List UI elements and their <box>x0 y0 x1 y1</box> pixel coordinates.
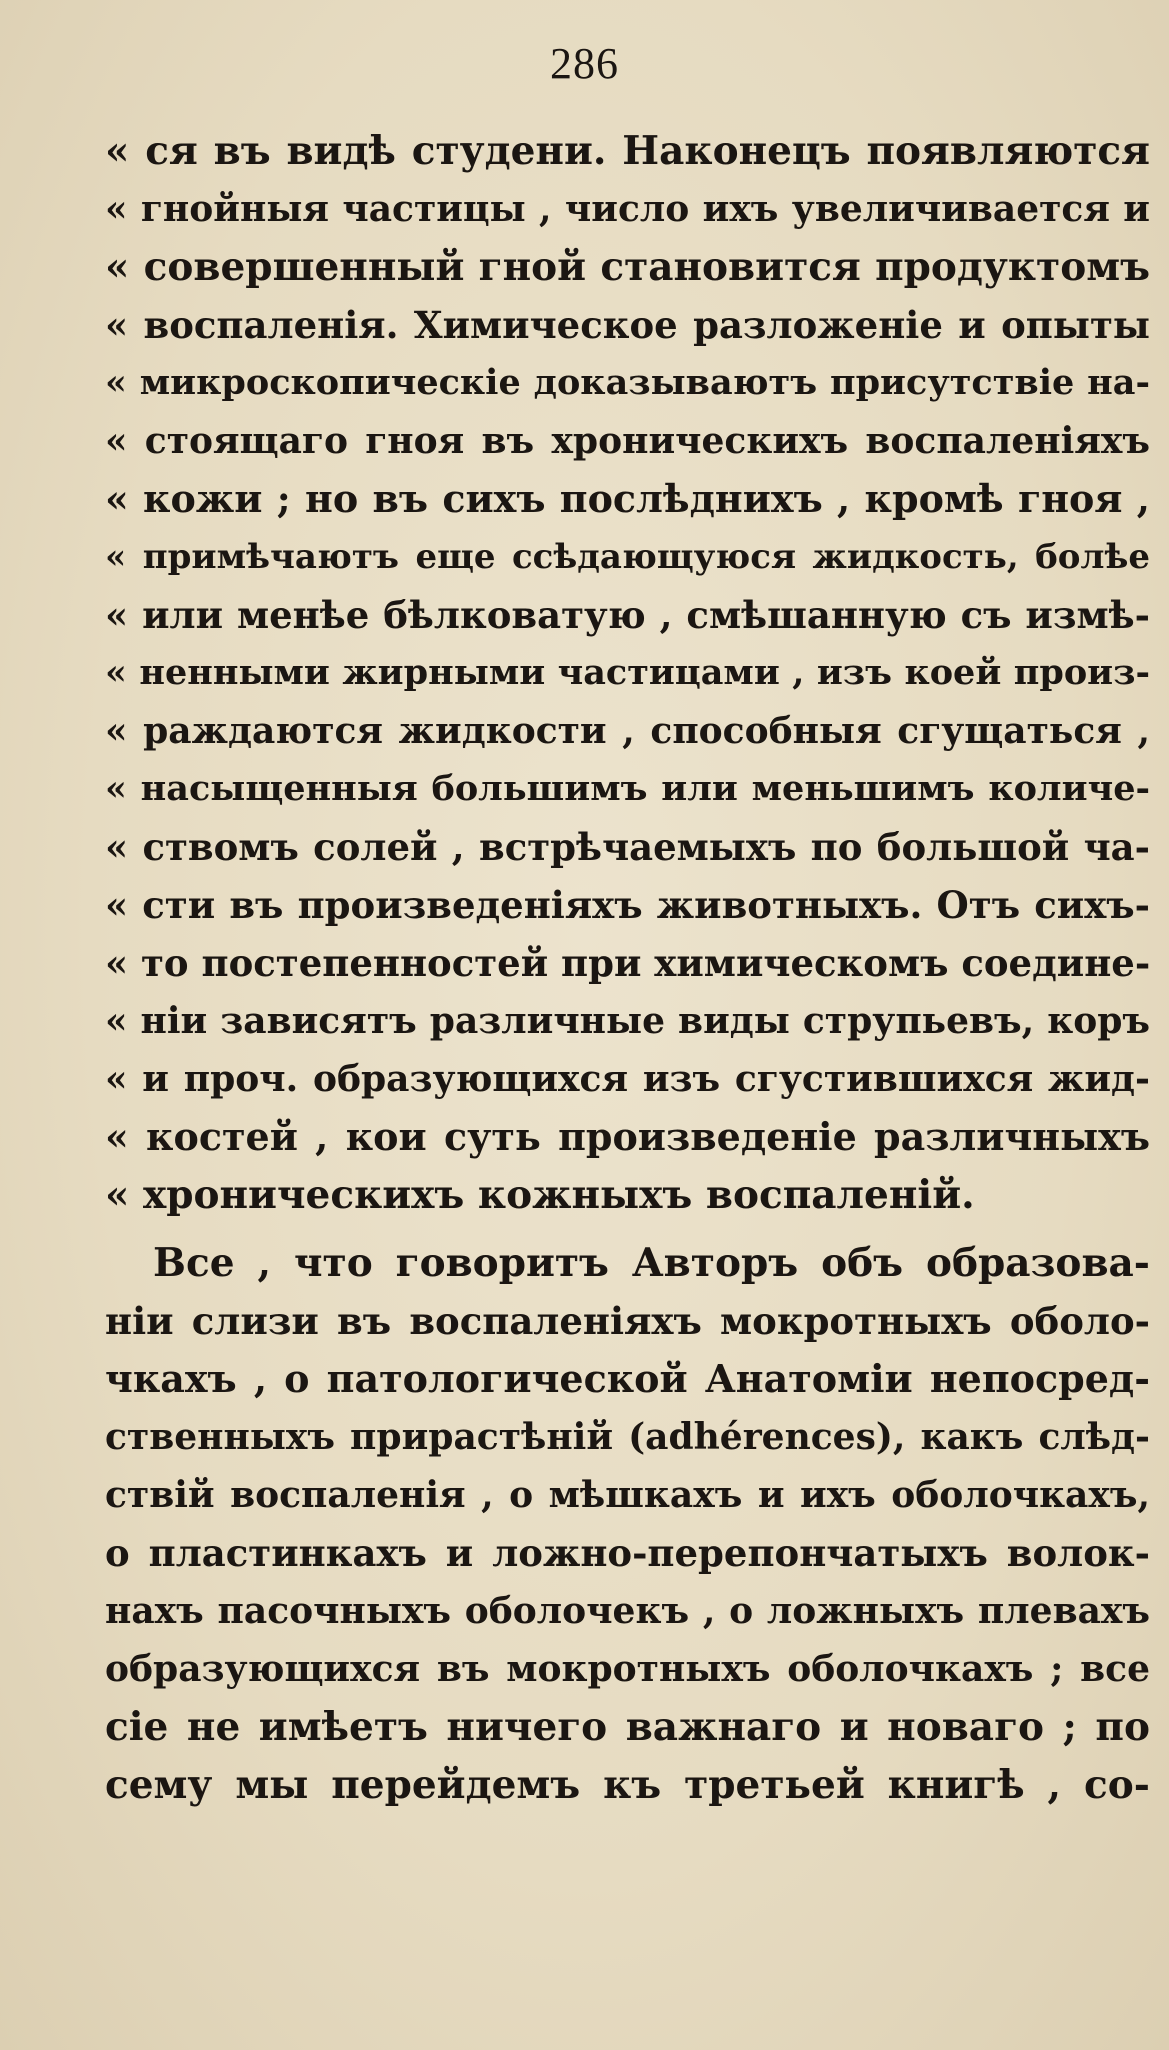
text-line: « воспаленія. Химическое разложеніе и опыты <box>105 303 1150 347</box>
text-line: « ніи зависятъ различные виды струпьевъ, коръ <box>105 1000 1150 1042</box>
text-line: « кожи ; но въ сихъ послѣднихъ , кромѣ гноя , <box>105 476 1150 521</box>
text-line: ствій воспаленія , о мѣшкахъ и ихъ оболочкахъ, <box>105 1474 1150 1516</box>
paragraph-gap <box>105 1224 1150 1234</box>
text-line: « микроскопическіе доказываютъ присутствіе на- <box>105 362 1150 403</box>
text-line: образующихся въ мокротныхъ оболочкахъ ; все <box>105 1648 1150 1690</box>
text-line: « совершенный гной становится продуктомъ <box>105 244 1150 290</box>
text-line: о пластинкахъ и ложно-перепончатыхъ волок- <box>105 1531 1150 1575</box>
text-line: « и проч. образующихся изъ сгустившихся жид- <box>105 1058 1150 1100</box>
text-line: « гнойныя частицы , число ихъ увеличивается и <box>105 188 1150 230</box>
text-line: « сти въ произведеніяхъ животныхъ. Отъ сихъ- <box>105 883 1150 927</box>
text-line: « или менѣе бѣлковатую , смѣшанную съ измѣ- <box>105 593 1150 637</box>
page-text <box>105 122 1150 1814</box>
quoted-passage <box>105 122 1150 1224</box>
text-line: « хроническихъ кожныхъ воспаленій. <box>105 1172 975 1218</box>
text-line: ніи слизи въ воспаленіяхъ мокротныхъ оболо- <box>105 1299 1150 1343</box>
text-line: ственныхъ прирастѣній (adhérences), какъ слѣд- <box>105 1416 1150 1458</box>
text-line: « ствомъ солей , встрѣчаемыхъ по большой ча- <box>105 825 1150 869</box>
text-line: сіе не имѣетъ ничего важнаго и новаго ; по <box>105 1704 1150 1750</box>
text-line: « ся въ видѣ студени. Наконецъ появляются <box>105 128 1150 174</box>
body-paragraph <box>105 1234 1150 1814</box>
text-line: « ненными жирными частицами , изъ коей произ- <box>105 652 1150 693</box>
text-line: « то постепенностей при химическомъ соедине- <box>105 941 1150 985</box>
text-line: « насыщенныя большимъ или меньшимъ количе- <box>105 768 1150 809</box>
text-line: « раждаются жидкости , способныя сгущаться , <box>105 710 1150 752</box>
text-line: нахъ пасочныхъ оболочекъ , о ложныхъ плевахъ <box>105 1590 1150 1632</box>
text-line: чкахъ , о патологической Анатоміи непосред- <box>105 1356 1150 1401</box>
text-line: « примѣчаютъ еще ссѣдающуюся жидкость, болѣе <box>105 537 1150 577</box>
text-line: « стоящаго гноя въ хроническихъ воспаленіяхъ <box>105 420 1150 462</box>
page-number: 286 <box>550 39 619 88</box>
text-line: сему мы перейдемъ къ третьей книгѣ , со- <box>105 1762 1150 1808</box>
text-line: Все , что говоритъ Авторъ объ образова- <box>153 1240 1150 1286</box>
text-line: « костей , кои суть произведеніе различныхъ <box>105 1114 1150 1159</box>
